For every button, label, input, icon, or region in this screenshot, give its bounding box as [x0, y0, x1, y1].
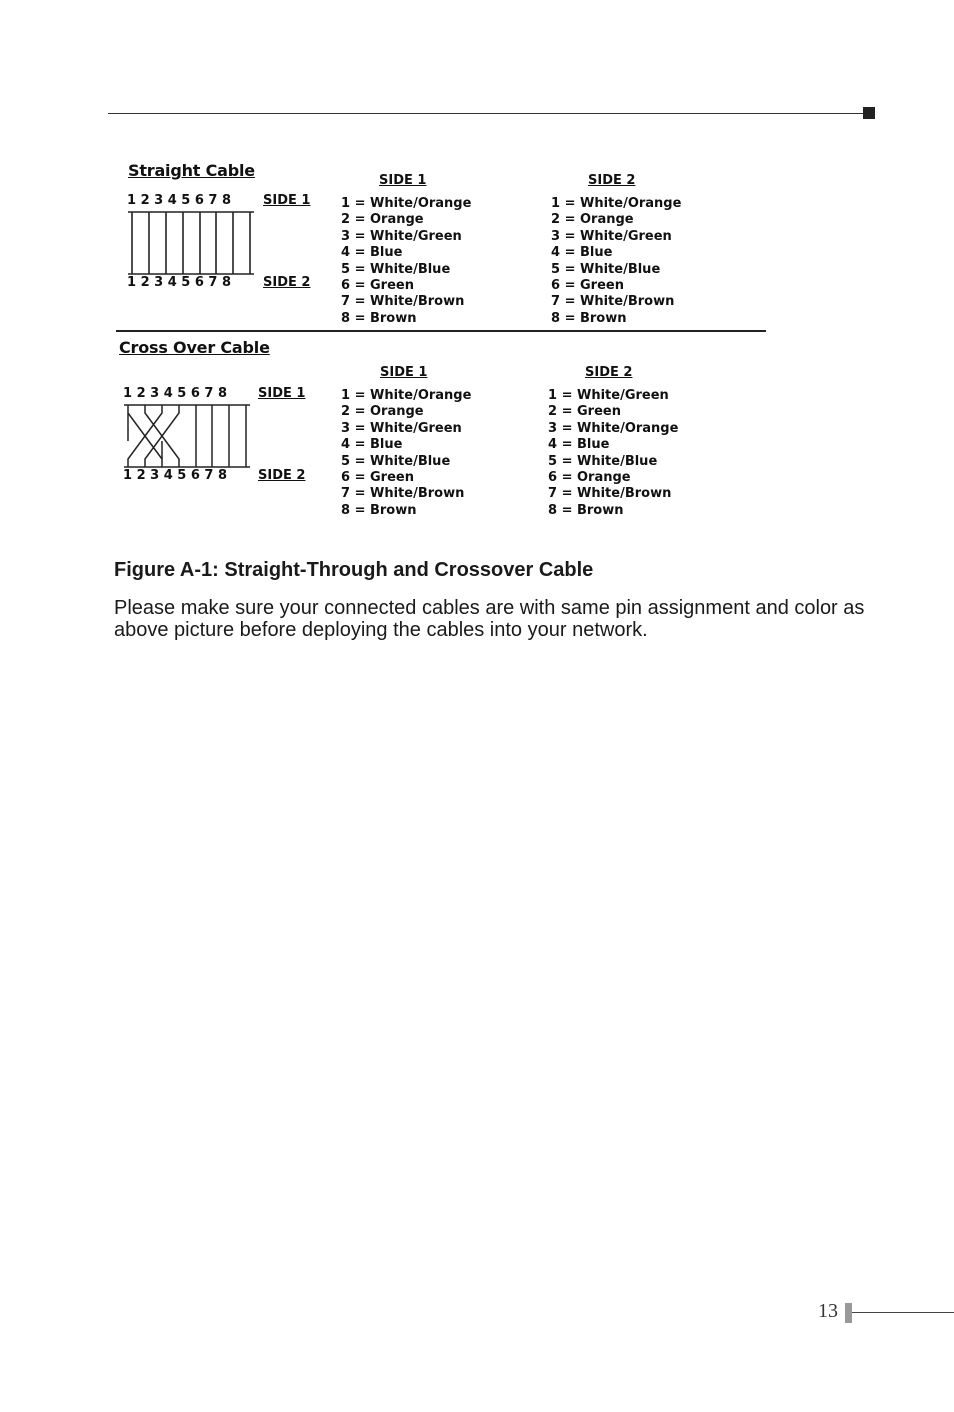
list-item: 7 = White/Brown [548, 486, 672, 502]
crossover-side2-list [548, 388, 678, 519]
straight-side1-list [341, 196, 471, 327]
list-item: 4 = Blue [551, 245, 613, 261]
header-square-marker [863, 107, 875, 119]
section-divider [116, 330, 766, 332]
straight-side1-label: SIDE 1 [263, 193, 311, 208]
list-item: 1 = White/Orange [341, 388, 472, 403]
list-item: 3 = White/Green [341, 420, 462, 436]
list-item: 8 = Brown [548, 502, 624, 518]
list-item: 6 = Orange [548, 470, 631, 486]
list-item: 4 = Blue [341, 245, 403, 261]
straight-pins-bottom: 1 2 3 4 5 6 7 8 [127, 275, 232, 290]
crossover-wires-diagram [122, 401, 252, 471]
body-paragraph: Please make sure your connected cables are with same pin assignment and color as above picture before deploying the cables into your network. [114, 597, 865, 641]
cable-pinout-figure [112, 155, 772, 535]
list-item: 3 = White/Orange [548, 420, 679, 436]
figure-caption: Figure A-1: Straight-Through and Crossover Cable [114, 559, 594, 581]
list-item: 8 = Brown [551, 310, 627, 326]
list-item: 6 = Green [341, 278, 414, 294]
list-item: 5 = White/Blue [341, 453, 451, 469]
straight-pins-top: 1 2 3 4 5 6 7 8 [127, 193, 232, 208]
crossover-pins-bottom: 1 2 3 4 5 6 7 8 [123, 468, 228, 483]
list-item: 6 = Green [341, 470, 414, 486]
list-item: 4 = Blue [341, 437, 403, 453]
header-rule [108, 113, 864, 114]
crossover-cable-title: Cross Over Cable [119, 338, 270, 357]
list-item: 6 = Green [551, 278, 624, 294]
crossover-pins-top: 1 2 3 4 5 6 7 8 [123, 386, 228, 401]
list-item: 2 = Orange [341, 404, 424, 420]
crossover-side1-list [341, 388, 471, 519]
crossover-col-side1-heading: SIDE 1 [380, 365, 428, 380]
crossover-col-side2-heading: SIDE 2 [585, 365, 633, 380]
page-number: 13 [818, 1300, 838, 1322]
straight-cable-title: Straight Cable [128, 161, 255, 180]
list-item: 1 = White/Orange [341, 196, 472, 211]
list-item: 2 = Orange [341, 212, 424, 228]
footer-bar-marker [845, 1303, 852, 1323]
list-item: 8 = Brown [341, 310, 417, 326]
footer-rule [852, 1312, 954, 1313]
list-item: 3 = White/Green [551, 228, 672, 244]
list-item: 1 = White/Green [548, 388, 669, 403]
list-item: 2 = Orange [551, 212, 634, 228]
list-item: 5 = White/Blue [341, 261, 451, 277]
list-item: 7 = White/Brown [551, 294, 675, 310]
list-item: 7 = White/Brown [341, 486, 465, 502]
crossover-side1-label: SIDE 1 [258, 386, 306, 401]
straight-side2-list [551, 196, 681, 327]
list-item: 4 = Blue [548, 437, 610, 453]
straight-wires-diagram [126, 208, 256, 278]
list-item: 2 = Green [548, 404, 621, 420]
straight-col-side2-heading: SIDE 2 [588, 173, 636, 188]
list-item: 5 = White/Blue [551, 261, 661, 277]
list-item: 7 = White/Brown [341, 294, 465, 310]
list-item: 1 = White/Orange [551, 196, 682, 211]
straight-side2-label: SIDE 2 [263, 275, 311, 290]
straight-col-side1-heading: SIDE 1 [379, 173, 427, 188]
list-item: 5 = White/Blue [548, 453, 658, 469]
list-item: 3 = White/Green [341, 228, 462, 244]
list-item: 8 = Brown [341, 502, 417, 518]
crossover-side2-label: SIDE 2 [258, 468, 306, 483]
